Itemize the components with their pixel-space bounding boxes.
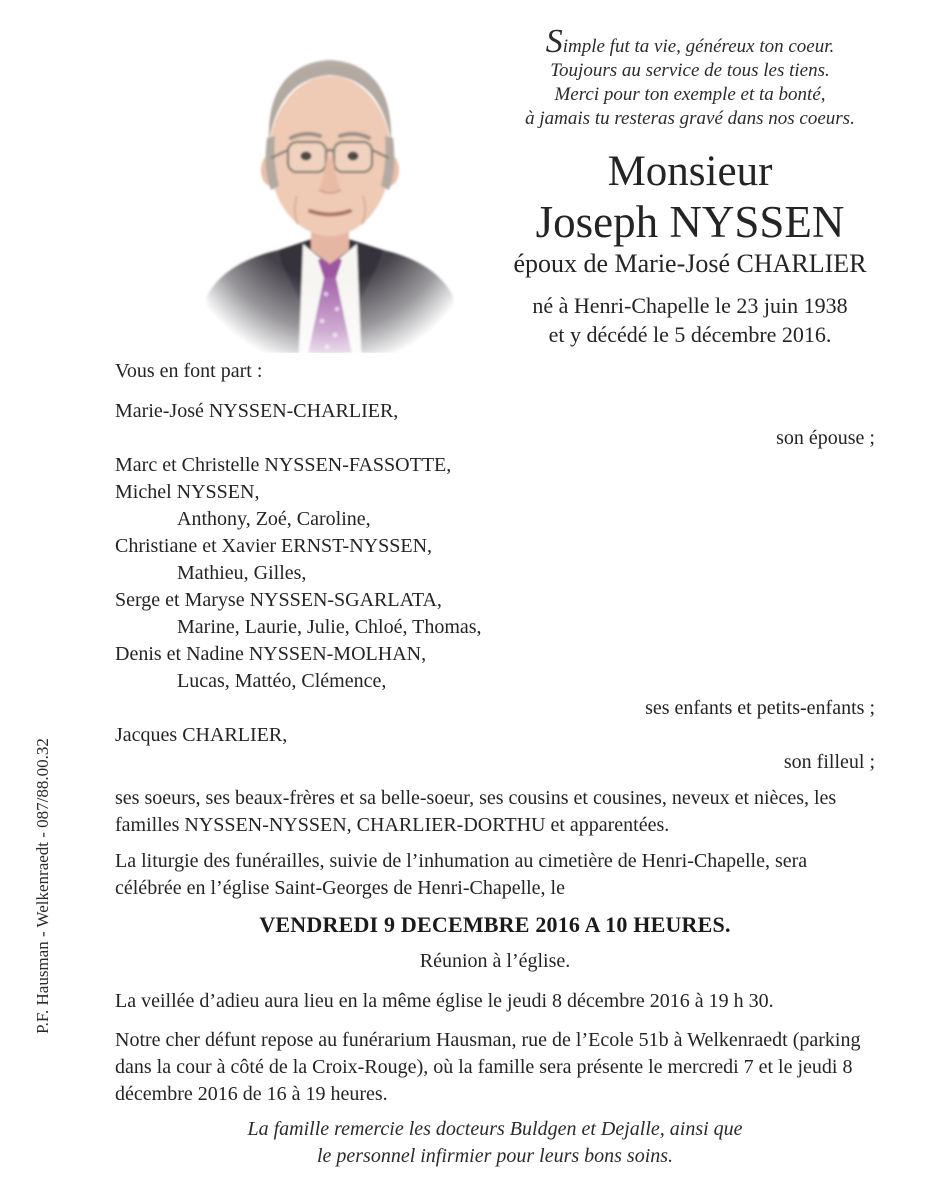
header-right-column (465, 23, 915, 349)
death-line: et y décédé le 5 décembre 2016. (548, 322, 832, 347)
relatives-paragraph: ses soeurs, ses beaux-frères et sa belle-soeur, ses cousins et cousines, neveux et nièces, les familles NYSSEN-NYSSEN, CHARLIER-DORTHU et apparentées. (115, 787, 837, 836)
thanks-line-2: le personnel infirmier pour leurs bons soins. (316, 1145, 674, 1167)
relation-role-line: son épouse ; (776, 427, 875, 449)
portrait-illustration (185, 18, 475, 353)
children-line: Mathieu, Gilles, (177, 562, 307, 584)
epitaph-line-3: Merci pour ton exemple et ta bonté, (554, 84, 826, 105)
family-member-line: Denis et Nadine NYSSEN-MOLHAN, (115, 643, 427, 665)
family-member-line: Marie-José NYSSEN-CHARLIER, (115, 400, 399, 422)
portrait-photo (185, 18, 475, 353)
epitaph-line-1: Simple fut ta vie, généreux ton coeur. (545, 23, 835, 60)
announcement-intro: Vous en font part : (115, 360, 263, 382)
children-line: Marine, Laurie, Julie, Chloé, Thomas, (177, 616, 482, 638)
birth-death-block (465, 291, 915, 349)
epitaph-line-4: à jamais tu resteras gravé dans nos coeurs. (525, 108, 855, 129)
announcement-body (115, 358, 875, 1170)
relation-role-line: ses enfants et petits-enfants ; (645, 697, 875, 719)
epitaph (465, 23, 915, 131)
relation-role-line: son filleul ; (783, 751, 875, 773)
family-member-line: Jacques CHARLIER, (115, 724, 288, 746)
epitaph-drop-cap: S (545, 23, 563, 60)
family-member-line: Marc et Christelle NYSSEN-FASSOTTE, (115, 454, 452, 476)
deceased-name: Joseph NYSSEN (535, 197, 845, 247)
birth-line: né à Henri-Chapelle le 23 juin 1938 (532, 293, 848, 318)
ceremony-date-line: VENDREDI 9 DECEMBRE 2016 A 10 HEURES. (259, 912, 731, 937)
spouse-line: époux de Marie-José CHARLIER (513, 249, 867, 278)
family-member-line: Michel NYSSEN, (115, 481, 260, 503)
publisher-vertical-text: P.F. Hausman - Welkenraedt - 087/88.00.32 (33, 738, 52, 1034)
children-line: Anthony, Zoé, Caroline, (177, 508, 371, 530)
repose-paragraph: Notre cher défunt repose au funérarium Hausman, rue de l’Ecole 51b à Welkenraedt (parking dans la cour à côté de la Croix-Rouge), où la famille sera présente le mercredi 7 et le jeudi 8 décembre 2016 de 16 à 19 heures. (115, 1029, 861, 1105)
family-member-line: Christiane et Xavier ERNST-NYSSEN, (115, 535, 433, 557)
deceased-title: Monsieur (607, 148, 773, 195)
epitaph-line-2: Toujours au service de tous les tiens. (550, 60, 830, 81)
meeting-line: Réunion à l’église. (419, 950, 571, 972)
family-member-line: Serge et Maryse NYSSEN-SGARLATA, (115, 589, 442, 611)
liturgy-paragraph: La liturgie des funérailles, suivie de l’inhumation au cimetière de Henri-Chapelle, sera célébrée en l’église Saint-Georges de Henri-Chapelle, le (115, 850, 808, 899)
thanks-paragraph (115, 1116, 875, 1170)
children-line: Lucas, Mattéo, Clémence, (177, 670, 387, 692)
thanks-line-1: La famille remercie les docteurs Buldgen et Dejalle, ainsi que (247, 1118, 743, 1140)
vigil-paragraph: La veillée d’adieu aura lieu en la même église le jeudi 8 décembre 2016 à 19 h 30. (115, 990, 774, 1012)
